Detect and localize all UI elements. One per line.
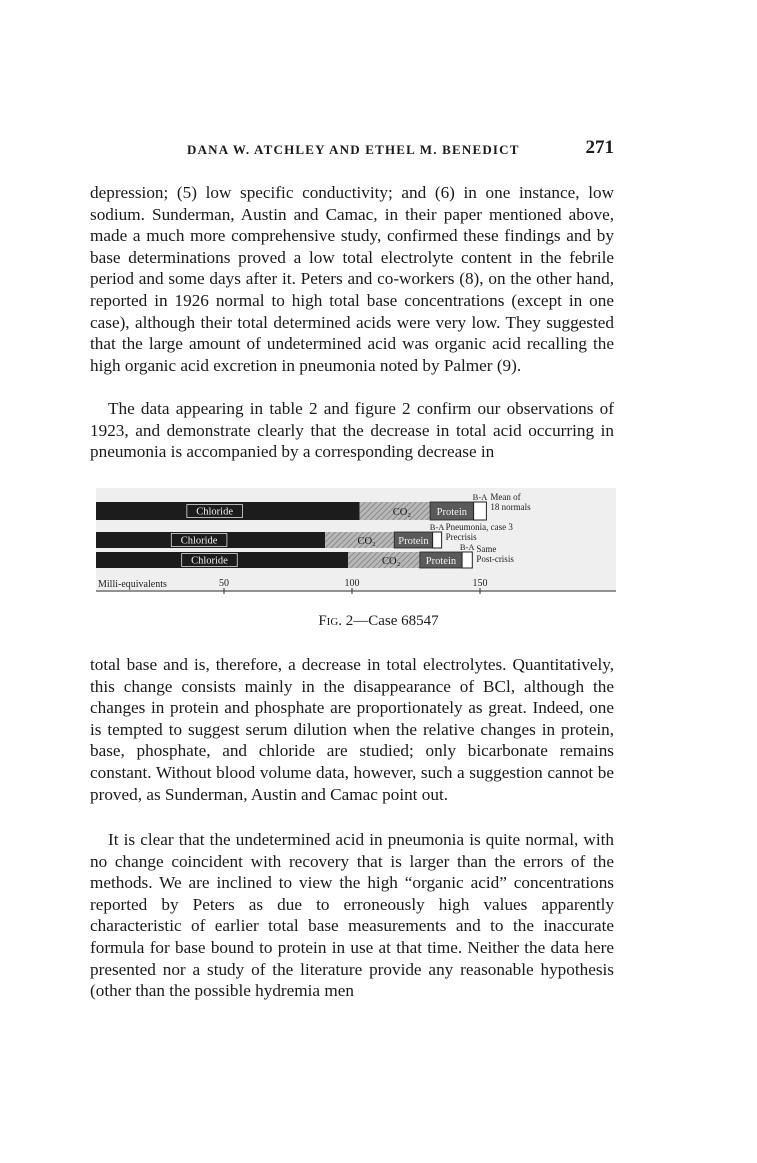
label-protein-row-2: Protein [425, 556, 457, 567]
x-axis-label: Milli-equivalents [98, 579, 167, 590]
row-label-0-line-0: Mean of [490, 492, 521, 502]
paragraph-1: depression; (5) low specific conductivity; and (6) in one instance, low sodium. Sunderman, Austin and Camac, in their paper mentioned above, made a much more comprehensive study, confirmed these findings and by base determinations proved a low total electrolyte content in the febrile period and some days after it. Peters and co-workers (8), on the other hand, reported in 1926 normal to high total base concentrations (except in one case), although their total determined acids were very low. They suggested that the large amount of undetermined acid was organic acid recalling the high organic acid excretion in pneumonia noted by Palmer (9). [90, 183, 614, 375]
paragraph-4: It is clear that the undetermined acid in pneumonia is quite normal, with no change coincident with recovery that is larger than the errors of the methods. We are inclined to view the high “organic acid” concentrations reported by Peters as due to erroneously high values apparently characteristic of earlier total base measurements and to the inaccurate formula for base bound to protein in use at that time. Neither the data here presented nor a study of the literature provide any reasonable hypothesis (other than the possible hydremia men [90, 830, 614, 1001]
electrolyte-bar-chart [96, 488, 616, 596]
label-protein-row-0: Protein [436, 507, 468, 518]
bar-ba-row-2 [462, 552, 472, 568]
bar-ba-row-1 [433, 532, 442, 548]
label-ba-row-0: B-A [472, 492, 488, 502]
label-co2-row-1: CO₂ [357, 536, 376, 547]
label-ba-row-1: B-A [429, 522, 445, 532]
figure-caption [0, 613, 757, 630]
label-protein-row-1: Protein [398, 536, 429, 547]
label-ba-row-2: B-A [459, 542, 475, 552]
figure-caption-text: —Case 68547 [353, 613, 439, 629]
bar-ba-row-0 [474, 502, 487, 520]
row-label-2-line-0: Same [476, 544, 497, 554]
row-label-1-line-0: Pneumonia, case 3 [445, 522, 513, 532]
figure-caption-label: Fig. 2 [318, 613, 354, 629]
x-tick-100: 100 [344, 578, 360, 589]
row-label-1-line-1: Precrisis [445, 532, 477, 542]
label-chloride-row-1: Chloride [180, 535, 218, 547]
x-tick-50: 50 [219, 578, 229, 589]
figure-2 [96, 488, 616, 596]
x-tick-150: 150 [472, 578, 488, 589]
label-chloride-row-0: Chloride [196, 506, 234, 518]
page-number: 271 [585, 137, 614, 158]
label-chloride-row-2: Chloride [191, 555, 228, 567]
row-label-2-line-1: Post-crisis [476, 554, 514, 564]
running-head-authors: DANA W. ATCHLEY AND ETHEL M. BENEDICT [187, 142, 520, 157]
paragraph-3: total base and is, therefore, a decrease in total electrolytes. Quantitatively, this change consists mainly in the disappearance of BCl, although the changes in protein and phosphate are proportionately as great. Indeed, one is tempted to suggest serum dilution when the relative changes in protein, base, phosphate, and chloride are studied; only bicarbonate remains constant. Without blood volume data, however, such a suggestion cannot be proved, as Sunderman, Austin and Camac point out. [90, 655, 614, 804]
paragraph-2: The data appearing in table 2 and figure 2 confirm our observations of 1923, and demonstrate clearly that the decrease in total acid occurring in pneumonia is accompanied by a corresponding decrease in [90, 399, 614, 462]
label-co2-row-2: CO₂ [382, 556, 401, 567]
row-label-0-line-1: 18 normals [490, 502, 531, 512]
label-co2-row-0: CO₂ [392, 507, 412, 518]
running-header [90, 137, 614, 163]
